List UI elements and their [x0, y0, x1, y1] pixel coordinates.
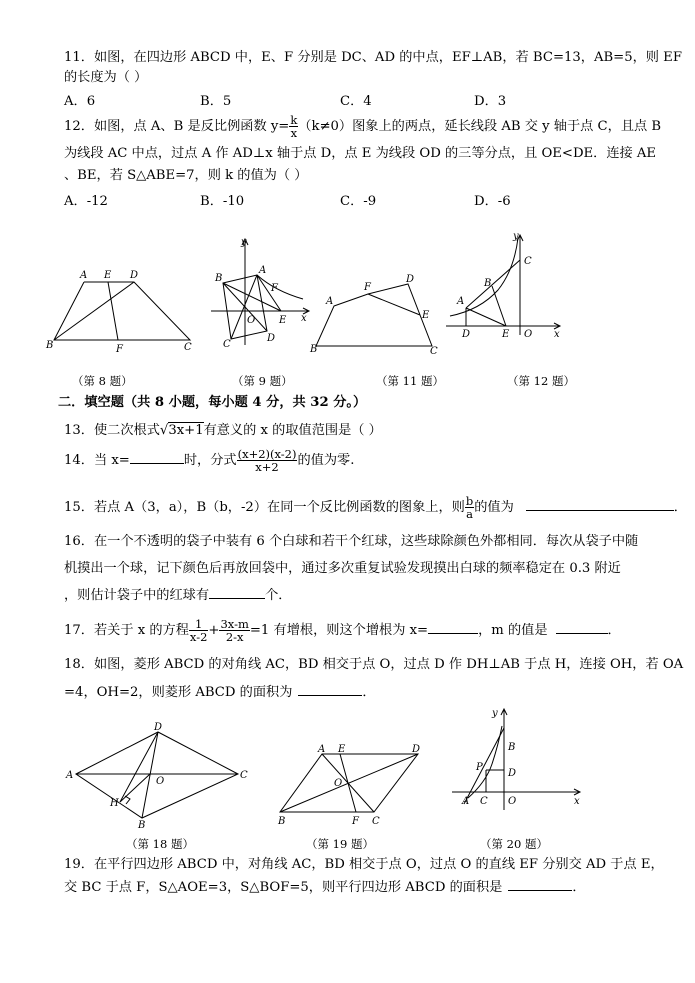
f9-label-c: C	[223, 339, 231, 350]
q18-answer-blank[interactable]	[298, 683, 362, 696]
f19-label-a: A	[318, 744, 326, 755]
figure-20	[446, 706, 586, 814]
q12-line3: 、BE，若 S△ABE=7，则 k 的值为（ ）	[64, 168, 308, 183]
f12-label-a: A	[457, 296, 465, 307]
f19-label-d: D	[412, 744, 421, 755]
f11-label-d: D	[406, 274, 415, 285]
q17-plus: +	[208, 623, 220, 638]
f9-label-o: O	[247, 315, 256, 326]
q17-eq: =1 有增根，则这个增根为 x=	[249, 623, 429, 638]
q15-frac-den: a	[466, 507, 473, 521]
f11-label-c: C	[430, 346, 438, 355]
q14-post: 的值为零.	[297, 453, 355, 468]
q17-line	[64, 618, 621, 643]
f8-label-b: B	[46, 340, 54, 351]
f9-label-y: y	[241, 237, 247, 248]
radical-sign: √	[159, 423, 169, 438]
f20-label-b: B	[508, 742, 516, 753]
q15-answer-blank[interactable]	[526, 498, 674, 511]
q16-line3-text: ，则估计袋子中的红球有	[64, 588, 210, 603]
q19-period: ．	[572, 880, 586, 895]
caption-fig-20: （第 20 题）	[480, 837, 548, 851]
f9-label-a: A	[259, 265, 267, 276]
f20-label-c: C	[480, 796, 488, 807]
q12-fraction	[289, 114, 298, 139]
f8-label-e: E	[104, 270, 112, 281]
q14-pre: 14．当 x=	[64, 453, 130, 468]
q14-fraction	[237, 448, 298, 473]
q11-line1: 11．如图，在四边形 ABCD 中，E、F 分别是 DC、AD 的中点，EF⊥AB，若 BC=13，AB=5，则 EF	[64, 50, 682, 65]
q11-line2: 的长度为（ ）	[64, 70, 148, 85]
figure-18	[62, 722, 252, 832]
figure-12	[440, 230, 565, 345]
q16-line3	[64, 586, 291, 605]
f20-label-y: y	[492, 708, 498, 719]
f12-label-b: B	[484, 278, 492, 289]
q17-f1-den: x-2	[189, 630, 208, 644]
q18-period: ．	[362, 685, 376, 700]
q13-line	[64, 422, 382, 440]
f9-label-f: F	[271, 283, 278, 294]
f8-label-a: A	[80, 270, 88, 281]
f11-label-e: E	[422, 310, 430, 321]
q17-m-blank[interactable]	[556, 621, 608, 634]
q17-f1-num: 1	[189, 618, 209, 631]
figure-9	[205, 235, 318, 355]
q13-pre: 13．使二次根式	[64, 423, 160, 438]
f18-label-h: H	[110, 798, 119, 809]
figure-8	[40, 262, 200, 357]
q15-period: ．	[673, 500, 687, 515]
f18-label-a: A	[66, 770, 74, 781]
q14-line	[64, 448, 354, 473]
q12-option-b: B．-10	[200, 194, 245, 209]
q14-mid: 时，分式	[183, 453, 237, 468]
caption-fig-18: （第 18 题）	[126, 837, 194, 851]
f19-label-f: F	[352, 816, 359, 827]
q15-pre: 15．若点 A（3，a），B（b，-2）在同一个反比例函数的图象上，则	[64, 500, 465, 515]
q16-line2: 机摸出一个球，记下颜色后再放回袋中，通过多次重复试验发现摸出白球的频率稳定在 0.3 附近	[64, 561, 621, 576]
q12-pre: 12．如图，点 A、B 是反比例函数 y=	[64, 119, 290, 134]
q17-period: ．	[607, 623, 621, 638]
q11-option-b: B．5	[200, 94, 232, 109]
q19-line2	[64, 878, 586, 897]
q12-option-d: D．-6	[474, 194, 511, 209]
caption-fig-12: （第 12 题）	[507, 374, 575, 388]
f11-label-f: F	[364, 282, 371, 293]
f12-label-o: O	[524, 329, 533, 340]
f11-label-b: B	[310, 344, 318, 355]
f12-label-c: C	[524, 256, 532, 267]
f18-label-o: O	[156, 776, 165, 787]
q14-answer-blank[interactable]	[130, 451, 184, 464]
q16-line1: 16．在一个不透明的袋子中装有 6 个白球和若干个红球，这些球除颜色外都相同．每次从袋子中随	[64, 534, 639, 549]
q15-post: 的值为	[474, 500, 514, 515]
f11-label-a: A	[326, 296, 334, 307]
q18-line2	[64, 683, 376, 702]
q11-option-a: A．6	[64, 94, 96, 109]
q17-f2-num: 3x-m	[220, 617, 249, 631]
q13-post: 有意义的 x 的取值范围是（ ）	[203, 423, 382, 438]
q11-option-c: C．4	[340, 94, 372, 109]
q17-fraction-2	[219, 618, 249, 643]
q17-f2-den: 2-x	[225, 630, 244, 644]
f18-label-b: B	[138, 820, 146, 831]
f8-label-d: D	[130, 270, 139, 281]
q19-line1: 19．在平行四边形 ABCD 中，对角线 AC，BD 相交于点 O，过点 O 的直线 EF 分别交 AD 于点 E，	[64, 857, 664, 872]
q15-line	[64, 495, 687, 520]
f9-label-b: B	[215, 273, 223, 284]
caption-fig-9: （第 9 题）	[232, 374, 293, 388]
q12-frac-den: x	[290, 126, 298, 140]
f18-label-c: C	[240, 770, 248, 781]
q13-radicand: 3x+1	[168, 423, 204, 438]
q15-fraction	[465, 495, 474, 520]
f18-label-d: D	[154, 722, 163, 733]
q14-frac-den: x+2	[255, 460, 279, 474]
q12-option-a: A．-12	[64, 194, 108, 209]
q17-root-blank[interactable]	[428, 621, 478, 634]
q15-frac-num: b	[465, 494, 474, 508]
q17-fraction-1	[189, 618, 209, 643]
q11-option-d: D．3	[474, 94, 507, 109]
q18-line1: 18．如图，菱形 ABCD 的对角线 AC，BD 相交于点 O，过点 D 作 DH⊥AB 于点 H，连接 OH，若 OA	[64, 657, 684, 672]
q18-line2-text: =4，OH=2，则菱形 ABCD 的面积为	[64, 685, 293, 700]
f12-label-d: D	[462, 329, 471, 340]
q12-option-c: C．-9	[340, 194, 377, 209]
q12-line1	[64, 114, 661, 139]
f19-label-c: C	[372, 816, 380, 827]
figure-19	[272, 740, 432, 830]
caption-fig-19: （第 19 题）	[306, 837, 374, 851]
q19-line2-text: 交 BC 于点 F，S△AOE=3，S△BOF=5，则平行四边形 ABCD 的面积是	[64, 880, 503, 895]
f19-label-e: E	[338, 744, 346, 755]
f12-label-y: y	[513, 231, 519, 242]
f8-label-f: F	[116, 344, 123, 355]
figure-11	[308, 270, 448, 355]
f9-label-d: D	[267, 333, 276, 344]
q16-answer-blank[interactable]	[209, 586, 265, 599]
f20-label-o: O	[508, 796, 517, 807]
f20-label-a: A	[462, 796, 470, 807]
f12-label-x: x	[554, 329, 560, 340]
q17-pre: 17．若关于 x 的方程	[64, 623, 189, 638]
caption-fig-11: （第 11 题）	[376, 374, 444, 388]
f20-label-p: P	[476, 762, 483, 773]
f9-label-x: x	[301, 313, 307, 324]
caption-fig-8: （第 8 题）	[72, 374, 133, 388]
f9-label-e: E	[279, 315, 287, 326]
q12-line2: 为线段 AC 中点，过点 A 作 AD⊥x 轴于点 D，点 E 为线段 OD 的三等分点，且 OE<DE．连接 AE	[64, 146, 657, 161]
q17-mid: ，m 的值是	[478, 623, 548, 638]
f8-label-c: C	[184, 342, 192, 353]
f20-label-d: D	[508, 768, 517, 779]
f20-label-x: x	[574, 796, 580, 807]
q12-post: （k≠0）图象上的两点，延长线段 AB 交 y 轴于点 C，且点 B	[298, 119, 662, 134]
q14-frac-num: (x+2)(x-2)	[237, 447, 297, 461]
section-heading: 二．填空题（共 8 小题，每小题 4 分，共 32 分。）	[58, 395, 367, 410]
q12-frac-num: k	[290, 113, 298, 127]
f19-label-o: O	[334, 778, 343, 789]
q19-answer-blank[interactable]	[508, 878, 572, 891]
q16-line3-end: 个．	[265, 588, 292, 603]
f12-label-e: E	[502, 329, 510, 340]
f19-label-b: B	[278, 816, 286, 827]
